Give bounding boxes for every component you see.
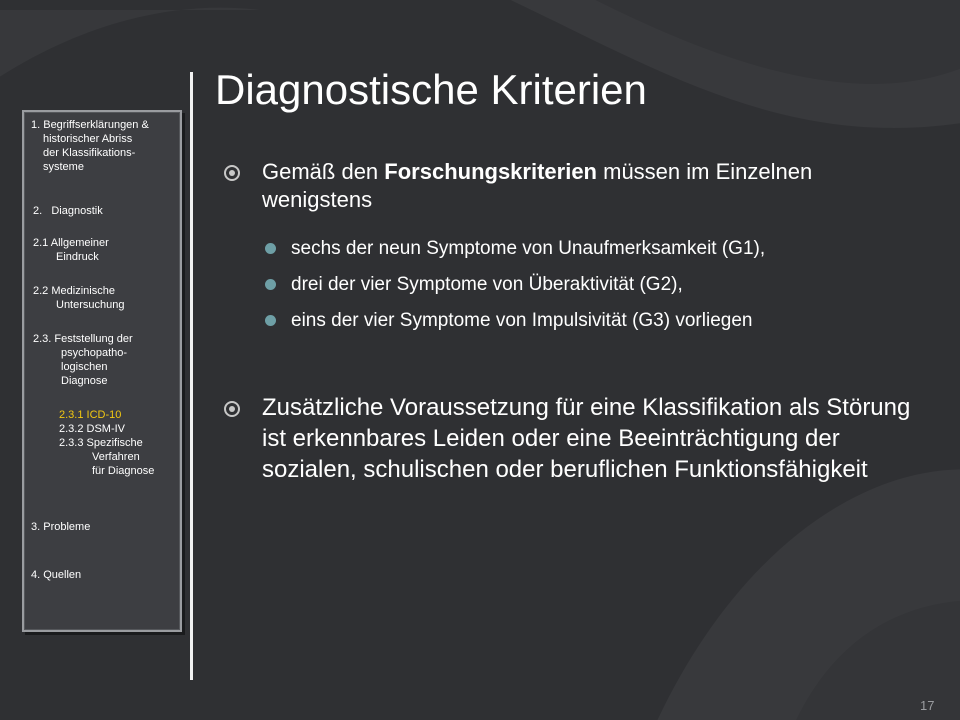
sidebar-item[interactable]: historischer Abriss — [43, 133, 133, 145]
sidebar-item[interactable]: 2.2 Medizinische — [33, 285, 115, 297]
sidebar-item[interactable]: für Diagnose — [92, 465, 155, 477]
sidebar-item[interactable]: logischen — [61, 361, 108, 373]
agenda-sidebar — [22, 110, 182, 632]
sidebar-item[interactable]: Eindruck — [56, 251, 99, 263]
sidebar-item[interactable]: 2.3.2 DSM-IV — [59, 423, 126, 435]
sidebar-item[interactable]: Verfahren — [92, 451, 140, 463]
sidebar-item[interactable]: psychopatho- — [61, 347, 128, 359]
sidebar-item-active[interactable]: 2.3.1 ICD-10 — [59, 409, 122, 421]
bullet-text-requirement: Zusätzliche Voraussetzung für eine Klassifikation als Störung ist erkennbares Leiden oder eine Beeinträchtigung der sozialen, schulischen oder beruflichen Funktionsfähigkeit — [262, 394, 911, 483]
sidebar-item[interactable]: Untersuchung — [56, 299, 125, 311]
slide-title: Diagnostische Kriterien — [215, 66, 647, 113]
vertical-divider — [190, 72, 193, 680]
sidebar-item[interactable]: 4. Quellen — [31, 569, 82, 581]
sidebar-item[interactable]: systeme — [43, 161, 84, 173]
sidebar-item[interactable]: 2. Diagnostik — [33, 205, 103, 217]
sidebar-item[interactable]: der Klassifikations- — [43, 147, 136, 159]
page-number: 17 — [920, 698, 935, 713]
circle-bullet-icon — [224, 401, 240, 417]
sidebar-item[interactable]: 2.1 Allgemeiner — [33, 237, 109, 249]
sub-bullet-text: sechs der neun Symptome von Unaufmerksamkeit (G1), — [291, 238, 766, 259]
sub-bullet-text: eins der vier Symptome von Impulsivität (G3) vorliegen — [291, 310, 753, 331]
sidebar-item[interactable]: 3. Probleme — [31, 521, 91, 533]
sidebar-item[interactable]: 2.3. Feststellung der — [33, 333, 133, 345]
sidebar-item[interactable]: Diagnose — [61, 375, 108, 387]
sidebar-item[interactable]: 2.3.3 Spezifische — [59, 437, 143, 449]
dot-bullet-icon — [265, 279, 276, 290]
sub-bullet-text: drei der vier Symptome von Überaktivität (G2), — [291, 274, 683, 295]
dot-bullet-icon — [265, 315, 276, 326]
sidebar-item[interactable]: 1. Begriffserklärungen & — [31, 119, 149, 131]
bullet-text-criteria: Gemäß den Forschungskriterien müssen im Einzelnen wenigstens — [262, 159, 813, 212]
circle-bullet-icon — [224, 165, 240, 181]
dot-bullet-icon — [265, 243, 276, 254]
